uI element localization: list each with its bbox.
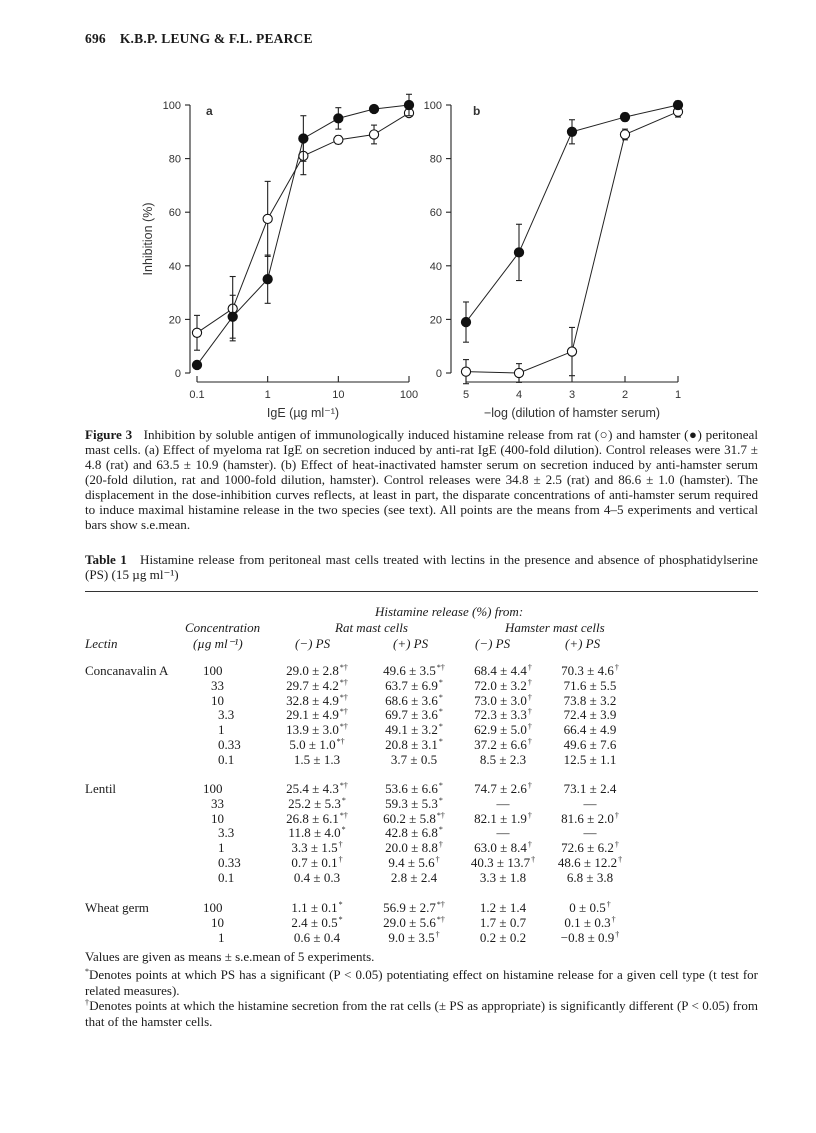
value-cell xyxy=(391,752,437,768)
significance-mark: * xyxy=(438,677,443,687)
value-text: 72.4 ± 3.9 xyxy=(563,707,617,723)
value-text: 3.3 ± 1.8 xyxy=(479,869,527,885)
filled-circle-point xyxy=(461,317,470,326)
significance-mark: * xyxy=(341,795,346,805)
value-cell xyxy=(474,737,532,753)
open-circle-point xyxy=(567,347,576,356)
header-rat-plus-ps: (+) PS xyxy=(393,636,429,651)
value-cell xyxy=(388,930,439,946)
header-hamster: Hamster mast cells xyxy=(505,620,605,635)
open-circle-point xyxy=(334,135,343,144)
table-footnote xyxy=(85,964,758,998)
concentration-cell: 0.1 xyxy=(218,869,235,885)
value-text: 8.5 ± 2.3 xyxy=(479,751,527,767)
x-tick-label: 0.1 xyxy=(189,389,205,401)
value-text: 68.6 ± 3.6 xyxy=(385,692,438,708)
significance-mark: † xyxy=(527,840,532,850)
value-text: 1.2 ± 1.4 xyxy=(479,900,527,915)
value-cell xyxy=(286,663,348,679)
value-text: 82.1 ± 1.9 xyxy=(474,810,527,826)
value-text: 9.4 ± 5.6 xyxy=(388,855,435,870)
significance-mark: † xyxy=(338,855,343,864)
concentration-cell: 0.33 xyxy=(218,737,241,752)
table-caption-text: Histamine release from peritoneal mast cells treated with lectins in the presence and absence of phosphatidylserine (PS) (15 µg ml⁻¹) xyxy=(85,552,758,582)
chart-panel-a xyxy=(141,94,418,420)
value-cell xyxy=(474,781,532,797)
significance-mark: † xyxy=(527,810,532,820)
significance-mark: † xyxy=(618,855,623,864)
value-cell xyxy=(286,707,348,723)
significance-mark: *† xyxy=(339,707,348,717)
concentration-cell: 0.1 xyxy=(218,751,235,767)
panel-label: a xyxy=(206,104,213,118)
value-text: 37.2 ± 6.6 xyxy=(474,737,527,752)
significance-mark: † xyxy=(435,855,440,864)
value-text: 53.6 ± 6.6 xyxy=(385,781,438,796)
footnote-text: Denotes points at which the histamine secretion from the rat cells (± PS as appropriate) is significantly different (P < 0.05) from that of the hamster cells. xyxy=(85,998,759,1029)
filled-circle-point xyxy=(514,248,523,257)
y-tick-label: 20 xyxy=(168,314,181,327)
footnote-text: Values are given as means ± s.e.mean of 5 experiments. xyxy=(85,949,375,964)
value-cell xyxy=(383,900,445,916)
table-label: Table 1 xyxy=(85,552,127,567)
value-text: 49.1 ± 3.2 xyxy=(385,722,438,738)
significance-mark: * xyxy=(438,825,443,835)
value-text: 11.8 ± 4.0 xyxy=(288,825,341,841)
value-cell xyxy=(294,870,340,886)
value-text: 25.2 ± 5.3 xyxy=(288,795,341,811)
significance-mark: † xyxy=(614,840,619,850)
filled-circle-point xyxy=(673,100,682,109)
value-cell xyxy=(289,737,344,753)
value-cell xyxy=(294,930,340,946)
value-text: 20.0 ± 8.8 xyxy=(385,840,438,856)
value-cell xyxy=(286,678,348,694)
significance-mark: † xyxy=(614,663,619,672)
significance-mark: *† xyxy=(436,663,445,672)
footnote-mark: * xyxy=(85,967,89,976)
value-cell xyxy=(474,722,532,738)
x-tick-label: 100 xyxy=(399,389,419,401)
table-footnote xyxy=(85,949,758,965)
value-cell xyxy=(294,752,340,768)
value-cell xyxy=(474,840,532,856)
value-text: 68.4 ± 4.4 xyxy=(474,663,527,678)
y-tick-label: 60 xyxy=(429,207,442,220)
significance-mark: * xyxy=(438,781,443,790)
value-text: 72.6 ± 6.2 xyxy=(561,840,614,856)
value-cell xyxy=(286,722,348,738)
table-caption xyxy=(85,552,758,582)
significance-mark: * xyxy=(438,692,443,702)
header-group: Histamine release (%) from: xyxy=(375,604,524,619)
value-cell xyxy=(564,737,617,753)
header-rat: Rat mast cells xyxy=(335,620,408,635)
header-concentration-unit: (µg ml⁻¹) xyxy=(193,636,243,651)
value-cell xyxy=(385,781,443,797)
series-hamster xyxy=(192,94,413,369)
lectin-name: Wheat germ xyxy=(85,900,149,915)
value-text: 6.8 ± 3.8 xyxy=(566,869,614,885)
value-cell xyxy=(584,825,597,841)
significance-mark: † xyxy=(527,737,532,746)
significance-mark: * xyxy=(438,707,443,717)
value-cell xyxy=(385,825,443,841)
value-cell xyxy=(564,915,615,931)
open-circle-point xyxy=(514,368,523,377)
significance-mark: † xyxy=(615,929,620,939)
value-cell xyxy=(480,915,526,931)
significance-mark: *† xyxy=(339,692,348,702)
lectin-name: Concanavalin A xyxy=(85,663,169,678)
y-tick-label: 0 xyxy=(435,368,442,380)
x-tick-label: 3 xyxy=(568,389,576,401)
significance-mark: *† xyxy=(339,781,348,790)
y-tick-label: 40 xyxy=(168,260,181,273)
value-text: 3.7 ± 0.5 xyxy=(390,751,438,767)
value-text: 1.5 ± 1.3 xyxy=(293,751,341,767)
value-text: 62.9 ± 5.0 xyxy=(474,722,527,738)
value-text: 48.6 ± 12.2 xyxy=(557,855,618,870)
value-text: 63.0 ± 8.4 xyxy=(474,840,527,856)
value-text: 0.6 ± 0.4 xyxy=(293,929,341,945)
value-text: 0.7 ± 0.1 xyxy=(291,855,338,870)
value-cell xyxy=(558,855,622,871)
value-text: 0.4 ± 0.3 xyxy=(293,869,341,885)
value-text: — xyxy=(496,825,510,841)
value-text: — xyxy=(583,795,597,811)
value-text: 81.6 ± 2.0 xyxy=(561,810,614,826)
value-cell xyxy=(569,900,610,916)
value-text: 70.3 ± 4.6 xyxy=(561,663,614,678)
value-cell xyxy=(567,870,613,886)
concentration-cell: 100 xyxy=(203,781,223,796)
value-text: 20.8 ± 3.1 xyxy=(385,737,438,752)
value-cell xyxy=(286,811,348,827)
value-text: 2.4 ± 0.5 xyxy=(291,914,338,930)
y-tick-label: 20 xyxy=(429,314,442,327)
value-text: 29.7 ± 4.2 xyxy=(286,677,339,693)
value-cell xyxy=(474,678,532,694)
concentration-cell: 1 xyxy=(218,840,225,856)
value-cell xyxy=(471,855,535,871)
significance-mark: *† xyxy=(339,677,348,687)
significance-mark: † xyxy=(527,781,532,790)
value-cell xyxy=(474,693,532,709)
significance-mark: *† xyxy=(436,900,445,909)
significance-mark: † xyxy=(614,810,619,820)
value-cell xyxy=(474,663,532,679)
value-text: 2.8 ± 2.4 xyxy=(390,869,438,885)
significance-mark: * xyxy=(338,914,343,924)
concentration-cell: 10 xyxy=(211,692,224,708)
open-circle-point xyxy=(461,367,470,376)
value-text: 29.1 ± 4.9 xyxy=(286,707,339,723)
value-text: 49.6 ± 7.6 xyxy=(563,737,617,752)
open-circle-point xyxy=(192,328,201,337)
value-cell xyxy=(291,900,342,916)
header-hamster-plus-ps: (+) PS xyxy=(565,636,601,651)
y-tick-label: 0 xyxy=(174,368,181,380)
value-cell xyxy=(385,707,443,723)
value-cell xyxy=(391,870,437,886)
header-lectin: Lectin xyxy=(85,636,118,651)
value-cell xyxy=(474,811,532,827)
header-concentration: Concentration xyxy=(185,620,261,635)
value-cell xyxy=(291,915,342,931)
concentration-cell: 10 xyxy=(211,810,224,826)
value-cell xyxy=(564,752,617,768)
authors: K.B.P. LEUNG & F.L. PEARCE xyxy=(119,31,313,46)
value-text: 69.7 ± 3.6 xyxy=(385,707,438,723)
y-tick-label: 40 xyxy=(429,260,442,273)
value-text: 29.0 ± 5.6 xyxy=(383,914,436,930)
value-text: 3.3 ± 1.5 xyxy=(291,840,338,856)
significance-mark: † xyxy=(527,707,532,717)
footnote-text: Denotes points at which PS has a significant (P < 0.05) potentiating effect on histamine release for a given cell type (t test for related measures). xyxy=(85,967,758,998)
concentration-cell: 1 xyxy=(218,722,225,738)
y-tick-label: 80 xyxy=(429,153,442,166)
table-footnote xyxy=(85,995,758,1029)
concentration-cell: 33 xyxy=(211,795,224,811)
filled-circle-point xyxy=(404,100,413,109)
value-cell xyxy=(584,796,597,812)
lectin-name: Lentil xyxy=(85,781,117,796)
value-text: 40.3 ± 13.7 xyxy=(470,855,531,870)
value-text: 59.3 ± 5.3 xyxy=(385,795,438,811)
value-text: 13.9 ± 3.0 xyxy=(286,722,339,738)
significance-mark: † xyxy=(527,677,532,687)
x-tick-label: 1 xyxy=(674,389,682,401)
panel-label: b xyxy=(473,104,481,118)
value-cell xyxy=(385,678,443,694)
value-cell xyxy=(564,781,617,797)
concentration-cell: 100 xyxy=(203,663,223,678)
significance-mark: * xyxy=(341,825,346,835)
value-text: 73.8 ± 3.2 xyxy=(563,692,617,708)
filled-circle-point xyxy=(192,360,201,369)
significance-mark: † xyxy=(438,840,443,850)
significance-mark: *† xyxy=(336,737,345,746)
value-cell xyxy=(474,707,532,723)
figure-label: Figure 3 xyxy=(85,427,133,442)
concentration-cell: 10 xyxy=(211,914,224,930)
value-cell xyxy=(383,663,445,679)
value-text: 5.0 ± 1.0 xyxy=(289,737,336,752)
value-text: 73.0 ± 3.0 xyxy=(474,692,527,708)
y-tick-label: 100 xyxy=(162,100,181,112)
filled-circle-point xyxy=(228,312,237,321)
x-axis-label: IgE (µg ml⁻¹) xyxy=(266,406,340,420)
value-cell xyxy=(385,722,443,738)
figure-3-charts xyxy=(0,0,816,425)
open-circle-point xyxy=(369,130,378,139)
significance-mark: *† xyxy=(436,810,445,820)
value-cell xyxy=(561,840,619,856)
concentration-cell: 100 xyxy=(203,900,223,915)
footnote-mark: † xyxy=(85,998,90,1007)
figure-caption xyxy=(85,427,758,532)
significance-mark: † xyxy=(531,855,536,864)
concentration-cell: 33 xyxy=(211,677,224,693)
y-tick-label: 80 xyxy=(168,153,181,166)
figure-caption-text: Inhibition by soluble antigen of immunologically induced histamine release from rat (○) and hamster (●) peritoneal mast cells. (a) Effect of myeloma rat IgE on secretion induced by anti-rat IgE (400-fold dilution). Control releases were 31.7 ± 4.8 (rat) and 63.5 ± 10.9 (hamster). (b) Effect of heat-inactivated hamster serum on secretion induced by anti-hamster serum (20-fold dilution, rat and 1000-fold dilution, hamster). Control releases were 34.8 ± 2.5 (rat) and 86.6 ± 1.0 (hamster). The displacement in the dose-inhibition curves reflects, at least in part, the disparate concentrations of anti-hamster serum required to induce maximal histamine release in the two species (see text). All points are the means from 4–5 experiments and vertical bars show s.e.mean. xyxy=(85,427,758,532)
value-text: 66.4 ± 4.9 xyxy=(563,722,617,738)
significance-mark: † xyxy=(338,840,343,850)
value-cell xyxy=(561,930,619,946)
value-text: 71.6 ± 5.5 xyxy=(563,677,617,693)
value-cell xyxy=(480,752,526,768)
x-tick-label: 5 xyxy=(462,389,470,401)
x-tick-label: 10 xyxy=(332,389,345,401)
value-cell xyxy=(288,796,346,812)
y-tick-label: 60 xyxy=(168,207,181,220)
filled-circle-point xyxy=(263,275,272,284)
value-cell xyxy=(383,811,445,827)
value-cell xyxy=(385,693,443,709)
value-cell xyxy=(497,825,510,841)
series-hamster xyxy=(461,100,682,342)
filled-circle-point xyxy=(334,114,343,123)
y-axis-label: Inhibition (%) xyxy=(141,202,155,276)
concentration-cell: 1 xyxy=(218,929,225,945)
value-cell xyxy=(291,855,342,871)
x-axis-label: −log (dilution of hamster serum) xyxy=(483,406,661,420)
value-text: 25.4 ± 4.3 xyxy=(286,781,339,796)
filled-circle-point xyxy=(567,127,576,136)
table-top-rule xyxy=(85,591,758,592)
value-text: −0.8 ± 0.9 xyxy=(560,929,615,945)
significance-mark: † xyxy=(435,929,440,939)
value-cell xyxy=(286,693,348,709)
chart-panel-b xyxy=(424,100,683,420)
significance-mark: *† xyxy=(339,722,348,732)
value-text: 73.1 ± 2.4 xyxy=(563,781,617,796)
value-cell xyxy=(388,855,439,871)
significance-mark: † xyxy=(527,692,532,702)
header-rat-minus-ps: (−) PS xyxy=(295,636,331,651)
significance-mark: *† xyxy=(339,810,348,820)
series-rat xyxy=(461,106,682,383)
value-text: — xyxy=(496,795,510,811)
value-cell xyxy=(291,840,342,856)
page-number: 696 xyxy=(85,31,106,46)
header-hamster-minus-ps: (−) PS xyxy=(475,636,511,651)
significance-mark: *† xyxy=(339,663,348,672)
value-cell xyxy=(385,796,443,812)
open-circle-point xyxy=(263,214,272,223)
value-cell xyxy=(480,930,526,946)
value-text: 26.8 ± 6.1 xyxy=(286,810,339,826)
value-cell xyxy=(561,663,619,679)
significance-mark: * xyxy=(338,900,343,909)
significance-mark: † xyxy=(527,663,532,672)
value-cell xyxy=(288,825,345,841)
value-text: — xyxy=(583,825,597,841)
value-cell xyxy=(497,796,510,812)
value-text: 32.8 ± 4.9 xyxy=(286,692,339,708)
y-tick-label: 100 xyxy=(423,100,442,112)
value-text: 29.0 ± 2.8 xyxy=(286,663,339,678)
significance-mark: † xyxy=(527,722,532,732)
value-cell xyxy=(561,811,619,827)
value-cell xyxy=(564,707,617,723)
value-text: 74.7 ± 2.6 xyxy=(474,781,527,796)
significance-mark: * xyxy=(438,795,443,805)
value-cell xyxy=(564,693,617,709)
value-cell xyxy=(383,915,445,931)
open-circle-point xyxy=(620,130,629,139)
significance-mark: * xyxy=(438,737,443,746)
x-tick-label: 4 xyxy=(515,389,523,401)
significance-mark: † xyxy=(606,900,611,909)
value-cell xyxy=(480,870,526,886)
filled-circle-point xyxy=(299,134,308,143)
value-text: 1.7 ± 0.7 xyxy=(479,914,527,930)
significance-mark: * xyxy=(438,722,443,732)
value-text: 49.6 ± 3.5 xyxy=(383,663,436,678)
x-tick-label: 2 xyxy=(621,389,629,401)
concentration-cell: 3.3 xyxy=(218,825,235,841)
value-cell xyxy=(385,737,443,753)
value-text: 1.1 ± 0.1 xyxy=(291,900,338,915)
significance-mark: † xyxy=(611,914,616,924)
value-text: 72.0 ± 3.2 xyxy=(474,677,527,693)
value-text: 63.7 ± 6.9 xyxy=(385,677,438,693)
value-text: 72.3 ± 3.3 xyxy=(474,707,527,723)
filled-circle-point xyxy=(620,112,629,121)
value-cell xyxy=(385,840,443,856)
concentration-cell: 3.3 xyxy=(218,707,235,723)
value-cell xyxy=(480,900,526,916)
significance-mark: *† xyxy=(436,914,445,924)
value-text: 56.9 ± 2.7 xyxy=(383,900,436,915)
value-text: 9.0 ± 3.5 xyxy=(388,929,435,945)
value-text: 42.8 ± 6.8 xyxy=(385,825,438,841)
filled-circle-point xyxy=(369,104,378,113)
value-text: 0.1 ± 0.3 xyxy=(564,914,611,930)
x-tick-label: 1 xyxy=(264,389,271,401)
concentration-cell: 0.33 xyxy=(218,855,241,870)
value-text: 12.5 ± 1.1 xyxy=(563,751,617,767)
value-cell xyxy=(286,781,348,797)
value-text: 60.2 ± 5.8 xyxy=(383,810,436,826)
value-cell xyxy=(564,678,617,694)
value-text: 0.2 ± 0.2 xyxy=(479,929,527,945)
value-text: 0 ± 0.5 xyxy=(569,900,606,915)
value-cell xyxy=(564,722,617,738)
